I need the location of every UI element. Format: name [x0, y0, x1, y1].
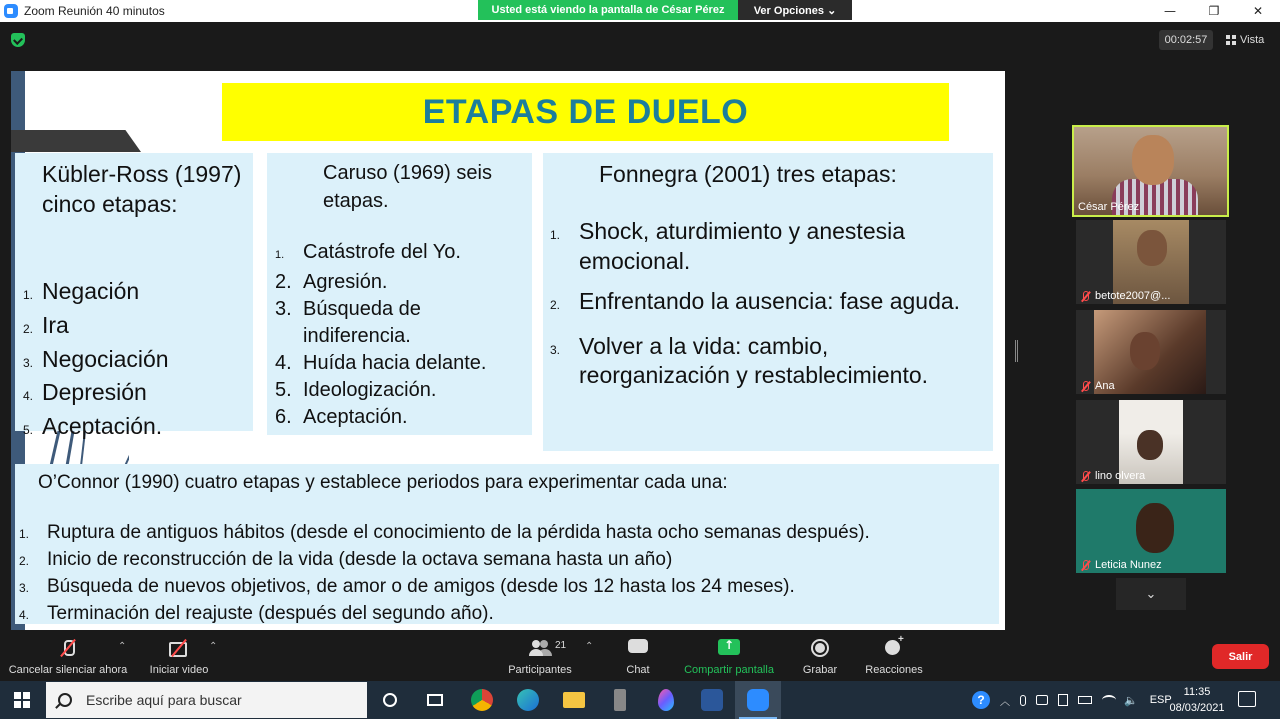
panel-splitter-handle[interactable]	[1015, 340, 1018, 362]
participants-button[interactable]	[500, 631, 580, 681]
taskbar-file-explorer[interactable]	[551, 681, 597, 719]
view-options-button[interactable]: Ver Opciones ⌄	[738, 0, 852, 20]
list-item: 2. Enfrentando la ausencia: fase aguda.	[550, 288, 961, 314]
chevron-down-icon: ⌄	[1145, 586, 1157, 602]
view-label: Vista	[1240, 34, 1265, 46]
participant-name: betote2007@...	[1080, 290, 1170, 302]
participants-icon	[529, 639, 551, 657]
minimize-button[interactable]: —	[1164, 4, 1176, 18]
mic-muted-icon	[57, 639, 79, 657]
list-item: 4. Terminación del reajuste (después del segundo año).	[19, 603, 494, 624]
meeting-timer: 00:02:57	[1159, 30, 1213, 50]
list-item: 1. Negación	[23, 278, 140, 304]
start-button[interactable]	[0, 681, 44, 719]
leave-meeting-button[interactable]: Salir	[1212, 644, 1269, 669]
mic-muted-icon	[1080, 471, 1091, 482]
word-icon	[701, 689, 723, 711]
task-view-button[interactable]	[412, 681, 458, 719]
participant-name: César Pérez	[1078, 201, 1140, 213]
list-item: 1. Catástrofe del Yo.	[275, 241, 461, 263]
clock-time: 11:35	[1183, 686, 1211, 698]
video-tile[interactable]	[1076, 400, 1226, 484]
list-item: 5. Aceptación.	[23, 413, 163, 440]
participants-count: 21	[555, 640, 567, 651]
participant-name: lino olvera	[1080, 470, 1145, 482]
unmute-button[interactable]	[4, 631, 132, 681]
video-options-caret[interactable]: ⌃	[209, 641, 218, 652]
oconnor-box	[15, 464, 999, 624]
oconnor-heading: O’Connor (1990) cuatro etapas y establece periodos para experimentar cada una:	[38, 472, 728, 493]
chevron-up-icon[interactable]: ︿	[1000, 696, 1010, 708]
taskbar-edge[interactable]	[505, 681, 551, 719]
task-view-icon	[427, 694, 443, 706]
share-screen-button[interactable]	[680, 631, 778, 681]
list-item: 1. Shock, aturdimiento y anestesia emocional.	[550, 218, 906, 274]
close-button[interactable]: ✕	[1252, 4, 1264, 18]
taskbar-word[interactable]	[689, 681, 735, 719]
taskbar-chrome[interactable]	[459, 681, 505, 719]
oconnor-list	[19, 520, 870, 628]
participants-label: Participantes	[508, 664, 572, 676]
video-off-icon	[168, 639, 190, 657]
video-tile[interactable]	[1076, 310, 1226, 394]
unmute-label: Cancelar silenciar ahora	[8, 664, 128, 676]
list-item: 2. Agresión.	[275, 271, 388, 293]
caruso-list	[275, 239, 530, 431]
video-tile[interactable]	[1076, 220, 1226, 304]
usb-drive-icon	[614, 689, 626, 711]
volume-icon[interactable]: 🔈	[1124, 693, 1138, 707]
system-tray	[972, 681, 1172, 719]
list-item: 6. Aceptación.	[275, 406, 408, 428]
edge-icon	[517, 689, 539, 711]
slide-title: ETAPAS DE DUELO	[222, 83, 949, 141]
fonnegra-heading: Fonnegra (2001) tres etapas:	[599, 161, 897, 187]
zoom-icon	[747, 689, 769, 711]
search-icon	[58, 693, 72, 707]
list-item: 3. Búsqueda de nuevos objetivos, de amor o de amigos (desde los 12 hasta los 24 meses).	[19, 576, 795, 597]
list-item: 3. Búsqueda de indiferencia.	[275, 298, 421, 347]
list-item: 1. Ruptura de antiguos hábitos (desde el conocimiento de la pérdida hasta ocho semanas después).	[19, 522, 870, 543]
camera-icon[interactable]	[1036, 695, 1048, 705]
notifications-icon[interactable]	[1238, 691, 1256, 707]
security-shield-icon[interactable]	[11, 33, 25, 47]
view-button[interactable]	[1226, 30, 1264, 50]
grid-view-icon	[1226, 35, 1236, 45]
cortana-circle-icon	[383, 693, 397, 707]
share-screen-label: Compartir pantalla	[684, 664, 774, 676]
list-item: 4. Depresión	[23, 379, 147, 406]
fonnegra-list	[550, 217, 980, 402]
kubler-ross-heading: Kübler-Ross (1997) cinco etapas:	[42, 161, 242, 217]
audio-options-caret[interactable]: ⌃	[118, 641, 127, 652]
kubler-ross-box	[15, 153, 253, 440]
reactions-icon	[883, 639, 905, 657]
record-label: Grabar	[802, 664, 838, 676]
input-language[interactable]: ESP	[1149, 694, 1172, 706]
cortana-button[interactable]	[367, 681, 413, 719]
participants-options-caret[interactable]: ⌃	[585, 641, 594, 652]
chrome-icon	[471, 689, 493, 711]
help-icon[interactable]: ?	[972, 691, 990, 709]
shared-slide	[11, 71, 1005, 630]
meeting-toolbar	[0, 631, 1280, 681]
participant-name: Leticia Nunez	[1080, 559, 1162, 571]
list-item: 2. Inicio de reconstrucción de la vida (desde la octava semana hasta un año)	[19, 549, 673, 570]
windows-logo-icon	[14, 692, 30, 708]
window-title: Zoom Reunión 40 minutos	[24, 4, 165, 18]
chat-icon	[627, 639, 649, 657]
start-video-button[interactable]	[140, 631, 218, 681]
list-item: 5. Ideologización.	[275, 379, 437, 401]
list-item: 3. Negociación	[23, 345, 169, 372]
start-video-label: Iniciar video	[149, 664, 209, 676]
video-tile[interactable]	[1076, 489, 1226, 573]
caruso-box	[267, 153, 532, 435]
scroll-participants-down-button[interactable]	[1116, 578, 1186, 610]
participant-name: Ana	[1080, 380, 1115, 392]
zoom-logo-icon	[4, 4, 18, 18]
list-item: 2. Ira	[23, 311, 69, 338]
chat-button[interactable]	[612, 631, 664, 681]
screen-share-banner: Usted está viendo la pantalla de César Pérez	[478, 0, 738, 20]
taskbar-zoom[interactable]	[735, 681, 781, 719]
mic-muted-icon	[1080, 381, 1091, 392]
taskbar-clock[interactable]	[1168, 684, 1226, 716]
usb-icon[interactable]	[1058, 694, 1068, 706]
window-controls	[1148, 0, 1280, 22]
share-screen-icon	[718, 639, 740, 657]
windows-taskbar	[0, 681, 1280, 719]
search-placeholder: Escribe aquí para buscar	[86, 692, 242, 708]
reactions-button[interactable]	[862, 631, 926, 681]
slide-decor-tab	[11, 130, 141, 152]
caruso-heading: Caruso (1969) seis etapas.	[323, 162, 492, 212]
record-button[interactable]	[796, 631, 844, 681]
taskbar-app-paint[interactable]	[643, 681, 689, 719]
chat-label: Chat	[626, 664, 650, 676]
list-item: 4. Huída hacia delante.	[275, 352, 487, 374]
microphone-icon[interactable]	[1020, 695, 1026, 706]
record-icon	[809, 639, 831, 657]
paint-drop-icon	[658, 689, 674, 711]
mic-muted-icon	[1080, 291, 1091, 302]
clock-date: 08/03/2021	[1169, 702, 1225, 714]
fonnegra-box	[543, 153, 993, 451]
folder-icon	[563, 692, 585, 708]
video-tile-active-speaker[interactable]	[1072, 125, 1229, 217]
kubler-ross-list	[23, 277, 169, 446]
wifi-icon[interactable]	[1102, 695, 1116, 705]
taskbar-app-usb[interactable]	[597, 681, 643, 719]
reactions-label: Reacciones	[865, 664, 923, 676]
battery-icon[interactable]	[1078, 696, 1092, 704]
maximize-button[interactable]: ❐	[1208, 4, 1220, 18]
mic-muted-icon	[1080, 560, 1091, 571]
taskbar-search-box[interactable]	[46, 682, 367, 718]
list-item: 3. Volver a la vida: cambio, reorganización y restablecimiento.	[550, 332, 929, 388]
participant-video-face	[1132, 135, 1174, 185]
